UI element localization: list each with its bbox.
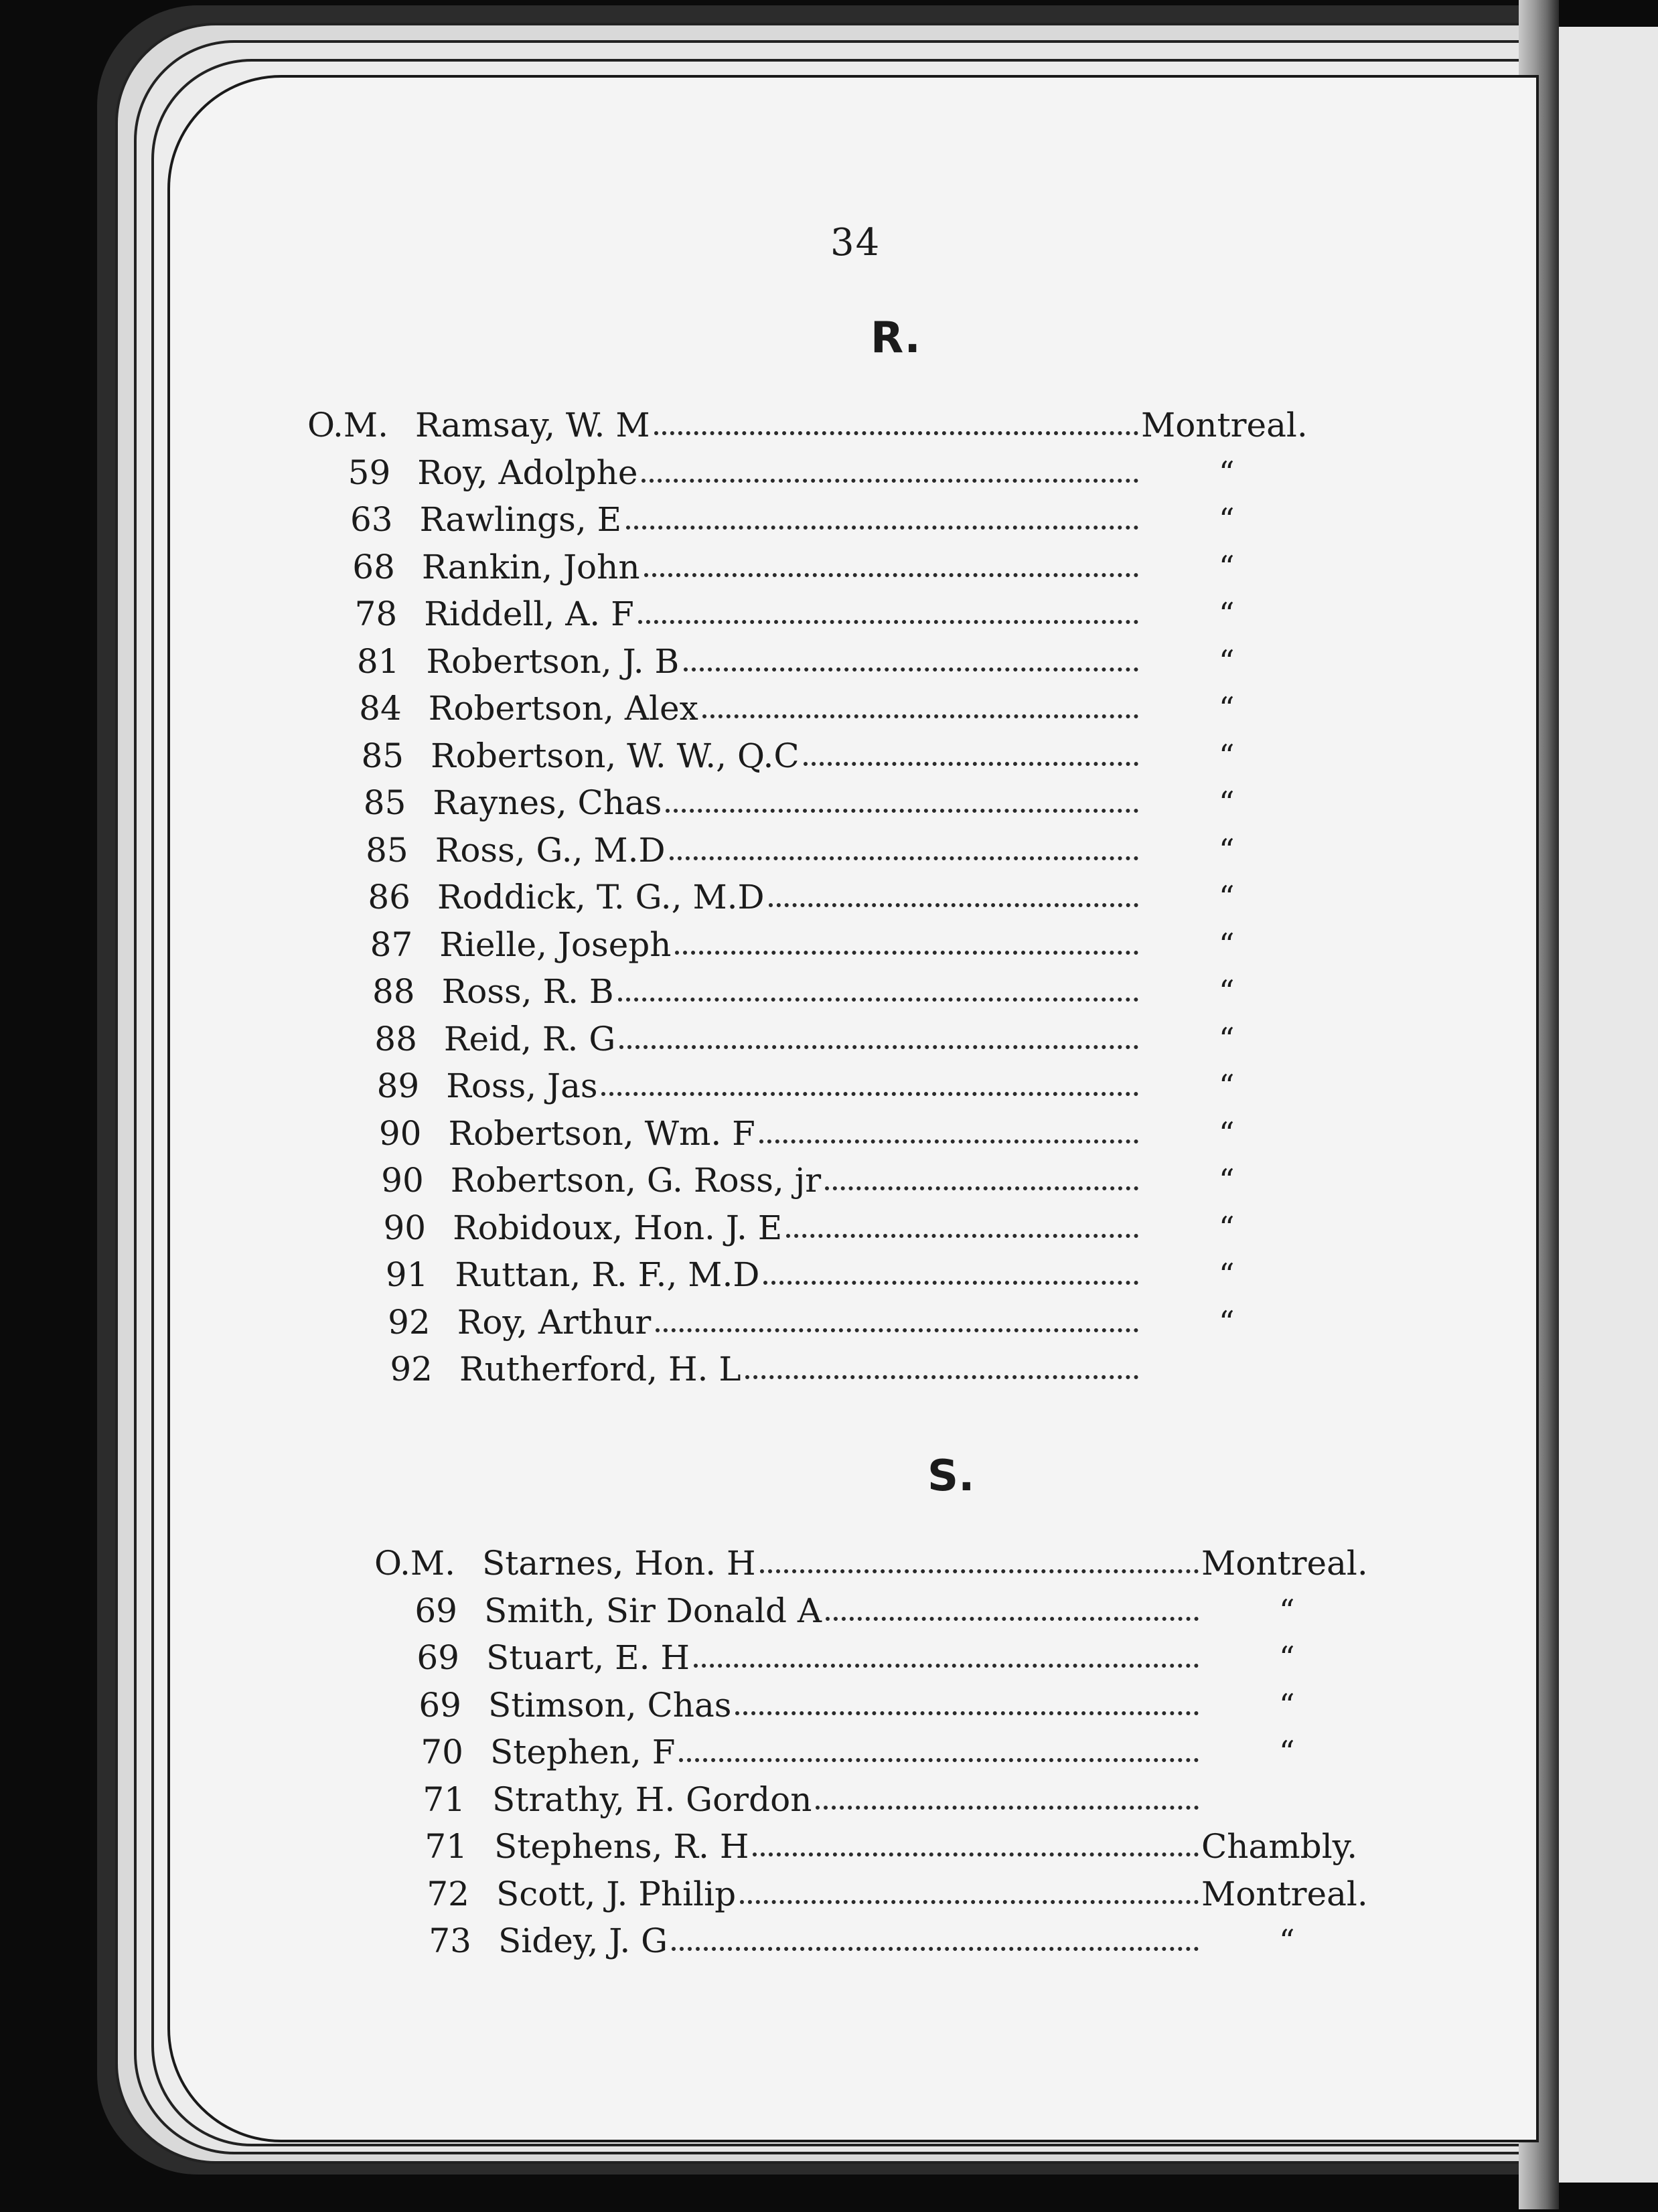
dot-leader bbox=[656, 1328, 1138, 1332]
entry-number: 92 bbox=[390, 1350, 433, 1389]
entry-number: 87 bbox=[370, 925, 413, 964]
entry-number: 85 bbox=[363, 783, 406, 822]
entry-place: “ bbox=[1218, 454, 1235, 491]
entry-number: 92 bbox=[388, 1302, 431, 1342]
dot-leader bbox=[735, 1711, 1199, 1715]
list-item: 68 Rankin, John “ bbox=[288, 544, 1165, 590]
dot-leader bbox=[654, 431, 1138, 435]
dot-leader bbox=[675, 951, 1138, 955]
list-item: 88 Reid, R. G “ bbox=[310, 1016, 1165, 1062]
entry-place: “ bbox=[1218, 690, 1235, 726]
list-item: O.M. Ramsay, W. M Montreal. bbox=[281, 402, 1165, 449]
list-item: 84 Robertson, Alex “ bbox=[295, 685, 1165, 732]
dot-leader bbox=[638, 620, 1138, 624]
dot-leader bbox=[601, 1092, 1138, 1096]
section-heading-r: R. bbox=[871, 313, 921, 363]
entry-place: “ bbox=[1218, 737, 1235, 774]
entry-number: 86 bbox=[368, 878, 410, 917]
entry-place: “ bbox=[1218, 548, 1235, 585]
dot-leader bbox=[644, 573, 1138, 577]
entry-number: 90 bbox=[383, 1208, 427, 1247]
entry-place: “ bbox=[1279, 1734, 1295, 1770]
entry-place: Montreal. bbox=[1201, 1544, 1368, 1583]
list-item: 92 Rutherford, H. L bbox=[325, 1346, 1165, 1393]
entry-number: 68 bbox=[352, 547, 395, 586]
dot-leader bbox=[670, 856, 1138, 860]
entry-place: Montreal. bbox=[1201, 1874, 1368, 1913]
dot-leader bbox=[702, 714, 1138, 718]
dot-leader bbox=[816, 1806, 1199, 1810]
entry-place: “ bbox=[1218, 1304, 1235, 1340]
dot-leader bbox=[619, 1045, 1138, 1049]
list-item: 69 Stuart, E. H “ bbox=[352, 1634, 1225, 1681]
entry-number: 71 bbox=[425, 1827, 467, 1866]
dot-leader bbox=[769, 903, 1138, 907]
dot-leader bbox=[753, 1852, 1199, 1856]
entry-number: 69 bbox=[414, 1591, 457, 1630]
entry-place: “ bbox=[1218, 596, 1235, 632]
entry-place: “ bbox=[1219, 879, 1235, 915]
entry-number: 72 bbox=[427, 1874, 469, 1913]
list-item: 85 Robertson, W. W., Q.C “ bbox=[297, 732, 1165, 779]
entry-number: 71 bbox=[423, 1780, 465, 1819]
list-item: 81 Robertson, J. B “ bbox=[293, 638, 1166, 685]
list-item: 72 Scott, J. Philip Montreal. bbox=[362, 1871, 1225, 1917]
entry-place: Chambly. bbox=[1201, 1827, 1358, 1866]
entry-number: 90 bbox=[381, 1161, 424, 1200]
dot-leader bbox=[679, 1758, 1199, 1762]
entry-number: 78 bbox=[354, 595, 398, 633]
entry-number: 69 bbox=[417, 1638, 459, 1677]
entry-number: 91 bbox=[385, 1255, 429, 1294]
dot-leader bbox=[763, 1281, 1138, 1285]
entry-place: “ bbox=[1218, 785, 1235, 821]
list-item: 88 Ross, R. B “ bbox=[308, 968, 1165, 1015]
entry-number: 59 bbox=[348, 453, 391, 492]
dot-leader bbox=[642, 479, 1138, 483]
list-item: 78 Riddell, A. F “ bbox=[290, 590, 1165, 637]
entry-place: “ bbox=[1279, 1592, 1295, 1629]
list-item: 91 Ruttan, R. F., M.D “ bbox=[321, 1251, 1165, 1298]
entry-place: “ bbox=[1218, 1020, 1235, 1057]
list-item: 85 Raynes, Chas “ bbox=[299, 779, 1165, 826]
dot-leader bbox=[684, 667, 1139, 672]
facing-page-edge bbox=[1547, 27, 1658, 2183]
entry-place: “ bbox=[1218, 973, 1235, 1010]
entry-number: O.M. bbox=[307, 406, 388, 445]
list-item: 85 Ross, G., M.D “ bbox=[301, 827, 1165, 874]
list-item: 87 Rielle, Joseph “ bbox=[305, 921, 1165, 968]
entry-number: 88 bbox=[372, 972, 415, 1011]
dot-leader bbox=[826, 1617, 1199, 1621]
entry-number: 73 bbox=[429, 1921, 471, 1960]
entry-place: “ bbox=[1218, 1257, 1235, 1293]
list-item: 90 Robertson, Wm. F “ bbox=[315, 1110, 1166, 1157]
dot-leader bbox=[745, 1375, 1138, 1379]
entry-number: 84 bbox=[359, 689, 402, 728]
list-item: 70 Stephen, F “ bbox=[356, 1729, 1225, 1775]
entry-place: Montreal. bbox=[1141, 406, 1308, 445]
entry-place: “ bbox=[1218, 1209, 1235, 1246]
section-heading-s: S. bbox=[927, 1451, 975, 1501]
dot-leader bbox=[618, 998, 1138, 1002]
entry-place: “ bbox=[1218, 832, 1235, 868]
list-item: 69 Smith, Sir Donald A “ bbox=[350, 1587, 1225, 1634]
dot-leader bbox=[666, 809, 1138, 813]
entry-number: 70 bbox=[421, 1733, 463, 1771]
dot-leader bbox=[804, 762, 1138, 766]
page-number: 34 bbox=[830, 221, 881, 264]
list-item: 90 Robertson, G. Ross, jr “ bbox=[317, 1157, 1165, 1204]
entry-place: “ bbox=[1218, 1068, 1235, 1104]
dot-leader bbox=[740, 1900, 1199, 1904]
entry-number: 89 bbox=[376, 1066, 420, 1105]
entry-place: “ bbox=[1219, 1115, 1235, 1152]
dot-leader bbox=[786, 1234, 1138, 1238]
entry-place: “ bbox=[1219, 643, 1235, 680]
dot-leader bbox=[672, 1947, 1199, 1951]
entry-number: 85 bbox=[361, 736, 404, 775]
dot-leader bbox=[825, 1186, 1138, 1190]
entry-number: 81 bbox=[356, 641, 400, 681]
entry-number: O.M. bbox=[374, 1544, 455, 1583]
entry-number: 85 bbox=[366, 830, 408, 870]
list-item: 86 Roddick, T. G., M.D “ bbox=[303, 874, 1165, 921]
list-item: O.M. Starnes, Hon. H Montreal. bbox=[348, 1540, 1225, 1587]
dot-leader bbox=[626, 526, 1138, 530]
entry-place: “ bbox=[1218, 501, 1235, 538]
entry-number: 63 bbox=[350, 500, 393, 539]
list-item: 71 Strathy, H. Gordon bbox=[358, 1776, 1225, 1823]
entry-place: “ bbox=[1218, 926, 1235, 963]
entry-place: “ bbox=[1279, 1640, 1295, 1676]
dot-leader bbox=[759, 1139, 1139, 1143]
list-item: 71 Stephens, R. H Chambly. bbox=[360, 1823, 1225, 1870]
list-item: 90 Robidoux, Hon. J. E “ bbox=[319, 1204, 1165, 1251]
entry-number: 88 bbox=[374, 1019, 417, 1058]
list-item: 92 Roy, Arthur “ bbox=[323, 1299, 1165, 1346]
entry-place: “ bbox=[1279, 1686, 1295, 1723]
entry-number: 90 bbox=[378, 1113, 422, 1153]
list-item: 63 Rawlings, E “ bbox=[286, 496, 1165, 543]
list-item: 59 Roy, Adolphe “ bbox=[283, 449, 1165, 496]
entry-place: “ bbox=[1279, 1923, 1295, 1959]
list-item: 89 Ross, Jas “ bbox=[312, 1062, 1165, 1109]
dot-leader bbox=[694, 1664, 1199, 1668]
entry-number: 69 bbox=[419, 1685, 461, 1725]
list-item: 69 Stimson, Chas “ bbox=[354, 1682, 1225, 1729]
entry-place: “ bbox=[1218, 1162, 1235, 1198]
list-item: 73 Sidey, J. G “ bbox=[364, 1917, 1225, 1964]
dot-leader bbox=[760, 1569, 1199, 1573]
